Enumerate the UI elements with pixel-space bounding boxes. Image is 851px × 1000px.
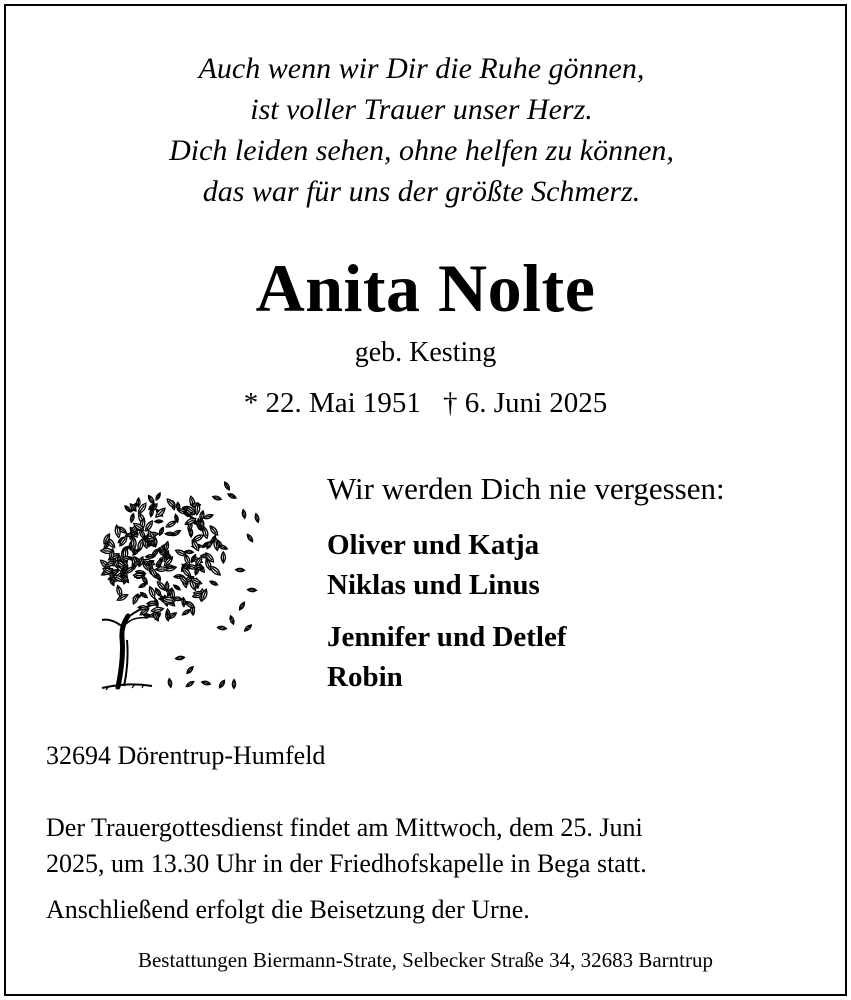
mourner-group xyxy=(327,525,540,605)
mourner-line: Jennifer und Detlef xyxy=(327,621,567,653)
poem-line: Dich leiden sehen, ohne helfen zu können, xyxy=(169,134,674,167)
mourner-group xyxy=(327,617,567,697)
poem-line: ist voller Trauer unser Herz. xyxy=(250,93,593,126)
undertaker-info: Bestattungen Biermann-Strate, Selbecker Straße 34, 32683 Barntrup xyxy=(137,948,714,972)
service-line: 2025, um 13.30 Uhr in der Friedhofskapelle in Bega statt. xyxy=(46,849,647,878)
death-date: † 6. Juni 2025 xyxy=(442,387,608,419)
life-dates xyxy=(0,384,851,422)
service-line: Der Trauergottesdienst findet am Mittwoch, dem 25. Juni xyxy=(46,813,643,842)
place-of-residence: 32694 Dörentrup-Humfeld xyxy=(46,741,326,770)
mourners-heading: Wir werden Dich nie vergessen: xyxy=(327,471,725,506)
mourner-line: Robin xyxy=(327,661,403,693)
mourner-line: Oliver und Katja xyxy=(327,529,540,561)
poem-line: Auch wenn wir Dir die Ruhe gönnen, xyxy=(198,52,645,85)
poem xyxy=(0,48,843,212)
maiden-name: geb. Kesting xyxy=(354,337,497,368)
poem-line: das war für uns der größte Schmerz. xyxy=(202,175,641,208)
mourner-line: Niklas und Linus xyxy=(327,569,540,601)
funeral-service-notice xyxy=(46,810,647,882)
windblown-tree-icon xyxy=(72,478,262,698)
deceased-name: Anita Nolte xyxy=(255,250,596,326)
urn-burial-notice: Anschließend erfolgt die Beisetzung der Urne. xyxy=(46,895,530,924)
birth-date: * 22. Mai 1951 xyxy=(243,387,421,419)
